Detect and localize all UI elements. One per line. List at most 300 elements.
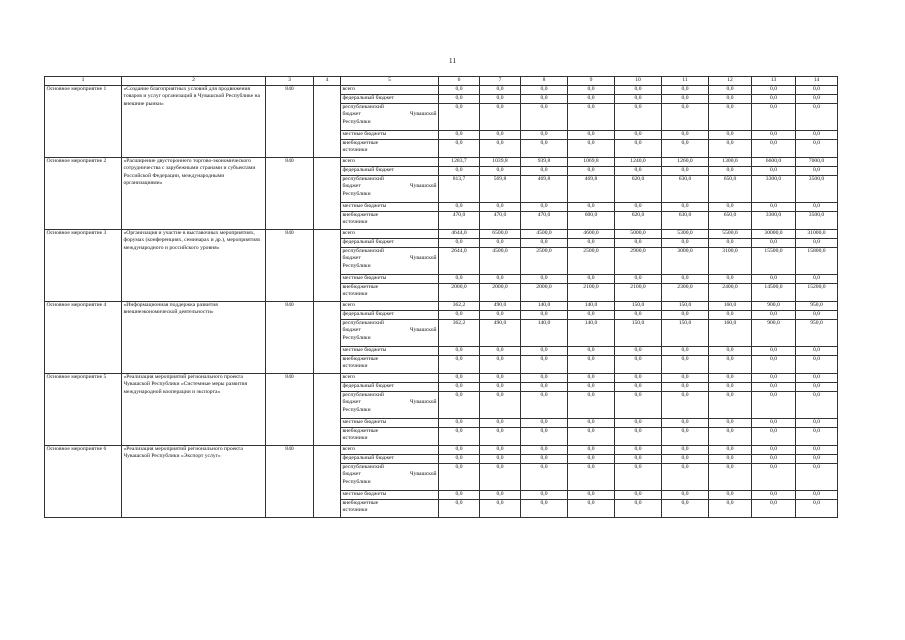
value-cell: 0,0 [568,428,615,446]
value-cell: 0,0 [480,347,521,356]
value-cell: 140,0 [568,320,615,347]
value-cell: 0,0 [796,311,838,320]
value-cell: 0,0 [480,203,521,212]
value-cell: 0,0 [439,275,480,284]
value-cell: 0,0 [480,374,521,383]
value-cell: 0,0 [568,167,615,176]
source-label [341,320,439,347]
value-cell: 1283,7 [439,158,480,167]
value-cell: 0,0 [796,419,838,428]
value-cell: 3500,0 [796,212,838,230]
value-cell: 0,0 [568,446,615,455]
source-label [341,428,439,446]
value-cell: 0,0 [521,419,568,428]
value-cell: 0,0 [796,347,838,356]
event-code: 840 [266,446,314,518]
event-description: «Организация и участие в выставочных мероприятиях, форумах (конференциях, семинарах и др.), мероприятиях международного и российского уровня» [122,230,266,302]
value-cell: 0,0 [709,455,752,464]
value-cell: 0,0 [521,347,568,356]
source-label: всего [341,158,439,167]
source-label: местные бюджеты [341,131,439,140]
value-cell: 0,0 [752,374,796,383]
event-description: «Реализация мероприятий регионального проекта Чувашской Республики «Экспорт услуг» [122,446,266,518]
event-title: Основное мероприятие 4 [45,302,122,374]
table-row [45,230,838,239]
value-cell: 0,0 [752,464,796,491]
source-label-word: бюджет [342,327,361,334]
value-cell: 630,0 [662,176,709,203]
value-cell: 2300,0 [662,284,709,302]
value-cell: 0,0 [709,464,752,491]
value-cell: 0,0 [480,86,521,95]
value-cell: 0,0 [796,239,838,248]
source-label-line [343,471,437,478]
value-cell: 0,0 [615,167,662,176]
source-label [341,500,439,518]
value-cell: 0,0 [568,491,615,500]
table-row [45,446,838,455]
value-cell: 140,0 [521,320,568,347]
value-cell: 0,0 [662,131,709,140]
value-cell: 0,0 [662,446,709,455]
source-label: всего [341,446,439,455]
value-cell: 470,0 [480,212,521,230]
value-cell: 900,0 [752,302,796,311]
source-label: местные бюджеты [341,275,439,284]
value-cell: 0,0 [480,167,521,176]
event-title: Основное мероприятие 2 [45,158,122,230]
value-cell: 0,0 [752,455,796,464]
source-label: местные бюджеты [341,491,439,500]
value-cell: 0,0 [662,311,709,320]
value-cell: 0,0 [615,347,662,356]
value-cell: 0,0 [568,104,615,131]
value-cell: 0,0 [752,239,796,248]
source-label-line: внебюджетные [342,500,379,506]
source-label-word: Чувашской [410,327,437,334]
value-cell: 140,0 [521,302,568,311]
source-label-word: Чувашской [410,183,437,190]
value-cell: 470,0 [521,212,568,230]
source-label-line: внебюджетные [342,356,379,362]
value-cell: 0,0 [709,383,752,392]
value-cell: 0,0 [568,500,615,518]
page-number: 11 [448,56,457,65]
source-label-line: республиканский [342,392,384,398]
source-label-line: внебюджетные [342,284,379,290]
value-cell: 0,0 [709,392,752,419]
value-cell: 0,0 [615,86,662,95]
value-cell: 0,0 [615,500,662,518]
value-cell: 0,0 [615,104,662,131]
value-cell: 0,0 [480,500,521,518]
value-cell: 0,0 [615,455,662,464]
source-label [341,104,439,131]
source-label-line: республиканский [342,104,384,110]
value-cell: 2500,0 [568,248,615,275]
value-cell: 0,0 [615,491,662,500]
value-cell: 0,0 [752,167,796,176]
value-cell: 0,0 [480,239,521,248]
header-cell: 4 [314,77,341,86]
source-label-line [343,111,437,118]
value-cell: 0,0 [480,392,521,419]
value-cell: 630,0 [662,212,709,230]
source-label-line: внебюджетные [342,140,379,146]
value-cell: 1260,0 [662,158,709,167]
value-cell: 0,0 [439,392,480,419]
table-row [45,302,838,311]
value-cell: 0,0 [615,428,662,446]
value-cell: 0,0 [521,491,568,500]
value-cell: 2000,0 [480,284,521,302]
value-cell: 4644,0 [439,230,480,239]
value-cell: 0,0 [568,140,615,158]
header-cell: 6 [439,77,480,86]
value-cell: 0,0 [662,428,709,446]
value-cell: 4500,0 [521,230,568,239]
header-cell: 7 [480,77,521,86]
source-label-word: бюджет [342,111,361,118]
value-cell: 569,8 [480,176,521,203]
value-cell: 939,8 [521,158,568,167]
value-cell: 0,0 [752,203,796,212]
value-cell: 0,0 [662,203,709,212]
value-cell: 0,0 [439,374,480,383]
value-cell: 0,0 [752,428,796,446]
value-cell: 0,0 [709,419,752,428]
value-cell: 160,0 [709,320,752,347]
value-cell: 0,0 [521,95,568,104]
header-cell: 1 [45,77,122,86]
event-description: «Реализация мероприятий регионального проекта Чувашской Республики «Системные меры развития международной кооперации и экспорта» [122,374,266,446]
value-cell: 0,0 [752,131,796,140]
value-cell: 0,0 [662,392,709,419]
value-cell: 900,0 [752,320,796,347]
source-label-word: бюджет [342,183,361,190]
value-cell: 650,0 [709,176,752,203]
value-cell: 0,0 [480,104,521,131]
source-label-word: Чувашской [410,399,437,406]
value-cell: 0,0 [521,383,568,392]
value-cell: 0,0 [439,347,480,356]
value-cell: 1300,0 [709,158,752,167]
value-cell: 620,0 [615,212,662,230]
value-cell: 0,0 [662,239,709,248]
value-cell: 0,0 [796,383,838,392]
value-cell: 0,0 [796,455,838,464]
value-cell: 0,0 [709,131,752,140]
value-cell: 0,0 [615,464,662,491]
event-title: Основное мероприятие 3 [45,230,122,302]
source-label-line: республиканский [342,320,384,326]
value-cell: 0,0 [796,500,838,518]
value-cell: 0,0 [521,104,568,131]
header-cell: 9 [568,77,615,86]
value-cell: 1069,8 [568,158,615,167]
empty-cell [314,374,341,446]
value-cell: 0,0 [521,428,568,446]
value-cell: 650,0 [709,212,752,230]
source-label [341,212,439,230]
value-cell: 0,0 [521,86,568,95]
value-cell: 469,8 [568,176,615,203]
value-cell: 0,0 [662,419,709,428]
value-cell: 0,0 [615,383,662,392]
value-cell: 0,0 [662,167,709,176]
value-cell: 0,0 [568,275,615,284]
source-label-line: республиканский [342,176,384,182]
value-cell: 3000,0 [662,248,709,275]
value-cell: 0,0 [480,275,521,284]
value-cell: 0,0 [662,140,709,158]
value-cell: 2000,0 [521,284,568,302]
source-label-line: Республики [342,406,371,413]
value-cell: 0,0 [615,311,662,320]
table-row [45,158,838,167]
value-cell: 0,0 [439,140,480,158]
value-cell: 0,0 [439,86,480,95]
value-cell: 0,0 [521,500,568,518]
value-cell: 0,0 [662,275,709,284]
value-cell: 2900,0 [615,248,662,275]
value-cell: 0,0 [568,239,615,248]
value-cell: 2400,0 [709,284,752,302]
source-label-line: Республики [342,334,371,341]
source-label-word: бюджет [342,399,361,406]
value-cell: 0,0 [480,491,521,500]
value-cell: 0,0 [568,86,615,95]
value-cell: 0,0 [480,464,521,491]
value-cell: 5000,0 [615,230,662,239]
source-label: федеральный бюджет [341,167,439,176]
value-cell: 0,0 [662,86,709,95]
value-cell: 2500,0 [521,248,568,275]
value-cell: 15800,0 [796,248,838,275]
value-cell: 0,0 [480,446,521,455]
value-cell: 0,0 [752,104,796,131]
value-cell: 0,0 [480,95,521,104]
source-label [341,356,439,374]
value-cell: 0,0 [709,239,752,248]
value-cell: 0,0 [709,356,752,374]
value-cell: 950,0 [796,320,838,347]
value-cell: 0,0 [480,428,521,446]
value-cell: 0,0 [480,131,521,140]
value-cell: 15500,0 [752,248,796,275]
event-description: «Расширение двустороннего торгово-экономического сотрудничества с зарубежными странами и субъектами Российской Федерации, международными организациями» [122,158,266,230]
value-cell: 0,0 [752,392,796,419]
value-cell: 0,0 [709,311,752,320]
header-row [45,77,838,86]
source-label: всего [341,230,439,239]
value-cell: 0,0 [796,167,838,176]
value-cell: 0,0 [521,311,568,320]
event-title: Основное мероприятие 6 [45,446,122,518]
value-cell: 0,0 [796,140,838,158]
value-cell: 0,0 [521,464,568,491]
value-cell: 620,0 [615,176,662,203]
value-cell: 0,0 [709,491,752,500]
event-title: Основное мероприятие 1 [45,86,122,158]
value-cell: 0,0 [796,275,838,284]
source-label-line: Республики [342,262,371,269]
source-label-line: источники [342,363,368,370]
value-cell: 0,0 [662,491,709,500]
value-cell: 0,0 [439,419,480,428]
value-cell: 0,0 [439,455,480,464]
value-cell: 0,0 [521,140,568,158]
value-cell: 0,0 [439,203,480,212]
source-label: федеральный бюджет [341,383,439,392]
value-cell: 1240,0 [615,158,662,167]
value-cell: 0,0 [662,383,709,392]
source-label-line: республиканский [342,464,384,470]
value-cell: 0,0 [752,356,796,374]
event-code: 840 [266,158,314,230]
value-cell: 490,0 [480,320,521,347]
source-label-line: источники [342,435,368,442]
value-cell: 0,0 [615,131,662,140]
value-cell: 362,2 [439,320,480,347]
value-cell: 2000,0 [439,284,480,302]
source-label-line: внебюджетные [342,428,379,434]
value-cell: 2644,0 [439,248,480,275]
value-cell: 5500,0 [709,230,752,239]
event-code: 840 [266,86,314,158]
value-cell: 0,0 [568,455,615,464]
event-description: «Создание благоприятных условий для продвижения товаров и услуг организаций в Чувашской Республике на внешние рынки» [122,86,266,158]
value-cell: 0,0 [662,500,709,518]
value-cell: 0,0 [662,347,709,356]
value-cell: 0,0 [480,311,521,320]
header-cell: 13 [752,77,796,86]
value-cell: 0,0 [439,428,480,446]
value-cell: 0,0 [568,374,615,383]
header-cell: 12 [709,77,752,86]
value-cell: 0,0 [796,203,838,212]
value-cell: 0,0 [439,464,480,491]
value-cell: 3300,0 [752,212,796,230]
value-cell: 0,0 [709,203,752,212]
empty-cell [314,230,341,302]
source-label [341,392,439,419]
value-cell: 469,8 [521,176,568,203]
value-cell: 0,0 [662,455,709,464]
value-cell: 1039,8 [480,158,521,167]
value-cell: 0,0 [752,491,796,500]
value-cell: 0,0 [439,167,480,176]
value-cell: 0,0 [480,383,521,392]
value-cell: 0,0 [662,95,709,104]
value-cell: 0,0 [796,356,838,374]
value-cell: 0,0 [752,95,796,104]
source-label: местные бюджеты [341,419,439,428]
value-cell: 7000,0 [796,158,838,167]
table-row [45,86,838,95]
source-label: федеральный бюджет [341,239,439,248]
source-label-line: внебюджетные [342,212,379,218]
source-label-line [343,183,437,190]
value-cell: 0,0 [439,383,480,392]
value-cell: 0,0 [480,356,521,374]
empty-cell [314,302,341,374]
value-cell: 0,0 [439,500,480,518]
value-cell: 150,0 [615,302,662,311]
value-cell: 3300,0 [752,176,796,203]
event-code: 840 [266,230,314,302]
value-cell: 0,0 [568,131,615,140]
source-label: всего [341,86,439,95]
source-label-line: источники [342,219,368,226]
source-label-word: Чувашской [410,471,437,478]
value-cell: 0,0 [615,95,662,104]
source-label-line [343,327,437,334]
header-cell: 3 [266,77,314,86]
source-label: федеральный бюджет [341,95,439,104]
source-label-line: источники [342,507,368,514]
value-cell: 0,0 [615,239,662,248]
source-label: местные бюджеты [341,347,439,356]
value-cell: 0,0 [709,104,752,131]
value-cell: 0,0 [480,419,521,428]
value-cell: 160,0 [709,302,752,311]
value-cell: 0,0 [662,356,709,374]
value-cell: 0,0 [521,392,568,419]
value-cell: 0,0 [796,86,838,95]
value-cell: 0,0 [568,356,615,374]
value-cell: 150,0 [662,302,709,311]
source-label-line: Республики [342,118,371,125]
value-cell: 2100,0 [615,284,662,302]
source-label [341,464,439,491]
value-cell: 0,0 [568,95,615,104]
header-cell: 2 [122,77,266,86]
header-cell: 5 [341,77,439,86]
source-label: местные бюджеты [341,203,439,212]
value-cell: 6500,0 [480,230,521,239]
empty-cell [314,86,341,158]
source-label-line [343,399,437,406]
value-cell: 0,0 [568,419,615,428]
value-cell: 600,0 [568,212,615,230]
value-cell: 813,7 [439,176,480,203]
value-cell: 0,0 [752,446,796,455]
value-cell: 0,0 [752,347,796,356]
value-cell: 0,0 [662,464,709,491]
value-cell: 0,0 [615,140,662,158]
value-cell: 0,0 [796,428,838,446]
budget-table [44,76,838,518]
value-cell: 0,0 [752,500,796,518]
value-cell: 0,0 [709,374,752,383]
value-cell: 0,0 [439,239,480,248]
value-cell: 0,0 [615,275,662,284]
source-label-word: Чувашской [410,111,437,118]
source-label-line: источники [342,291,368,298]
value-cell: 0,0 [796,392,838,419]
value-cell: 150,0 [615,320,662,347]
table-row [45,374,838,383]
value-cell: 0,0 [480,455,521,464]
value-cell: 0,0 [709,428,752,446]
header-cell: 8 [521,77,568,86]
value-cell: 0,0 [709,275,752,284]
value-cell: 0,0 [568,383,615,392]
value-cell: 0,0 [709,167,752,176]
value-cell: 0,0 [615,203,662,212]
value-cell: 0,0 [439,491,480,500]
